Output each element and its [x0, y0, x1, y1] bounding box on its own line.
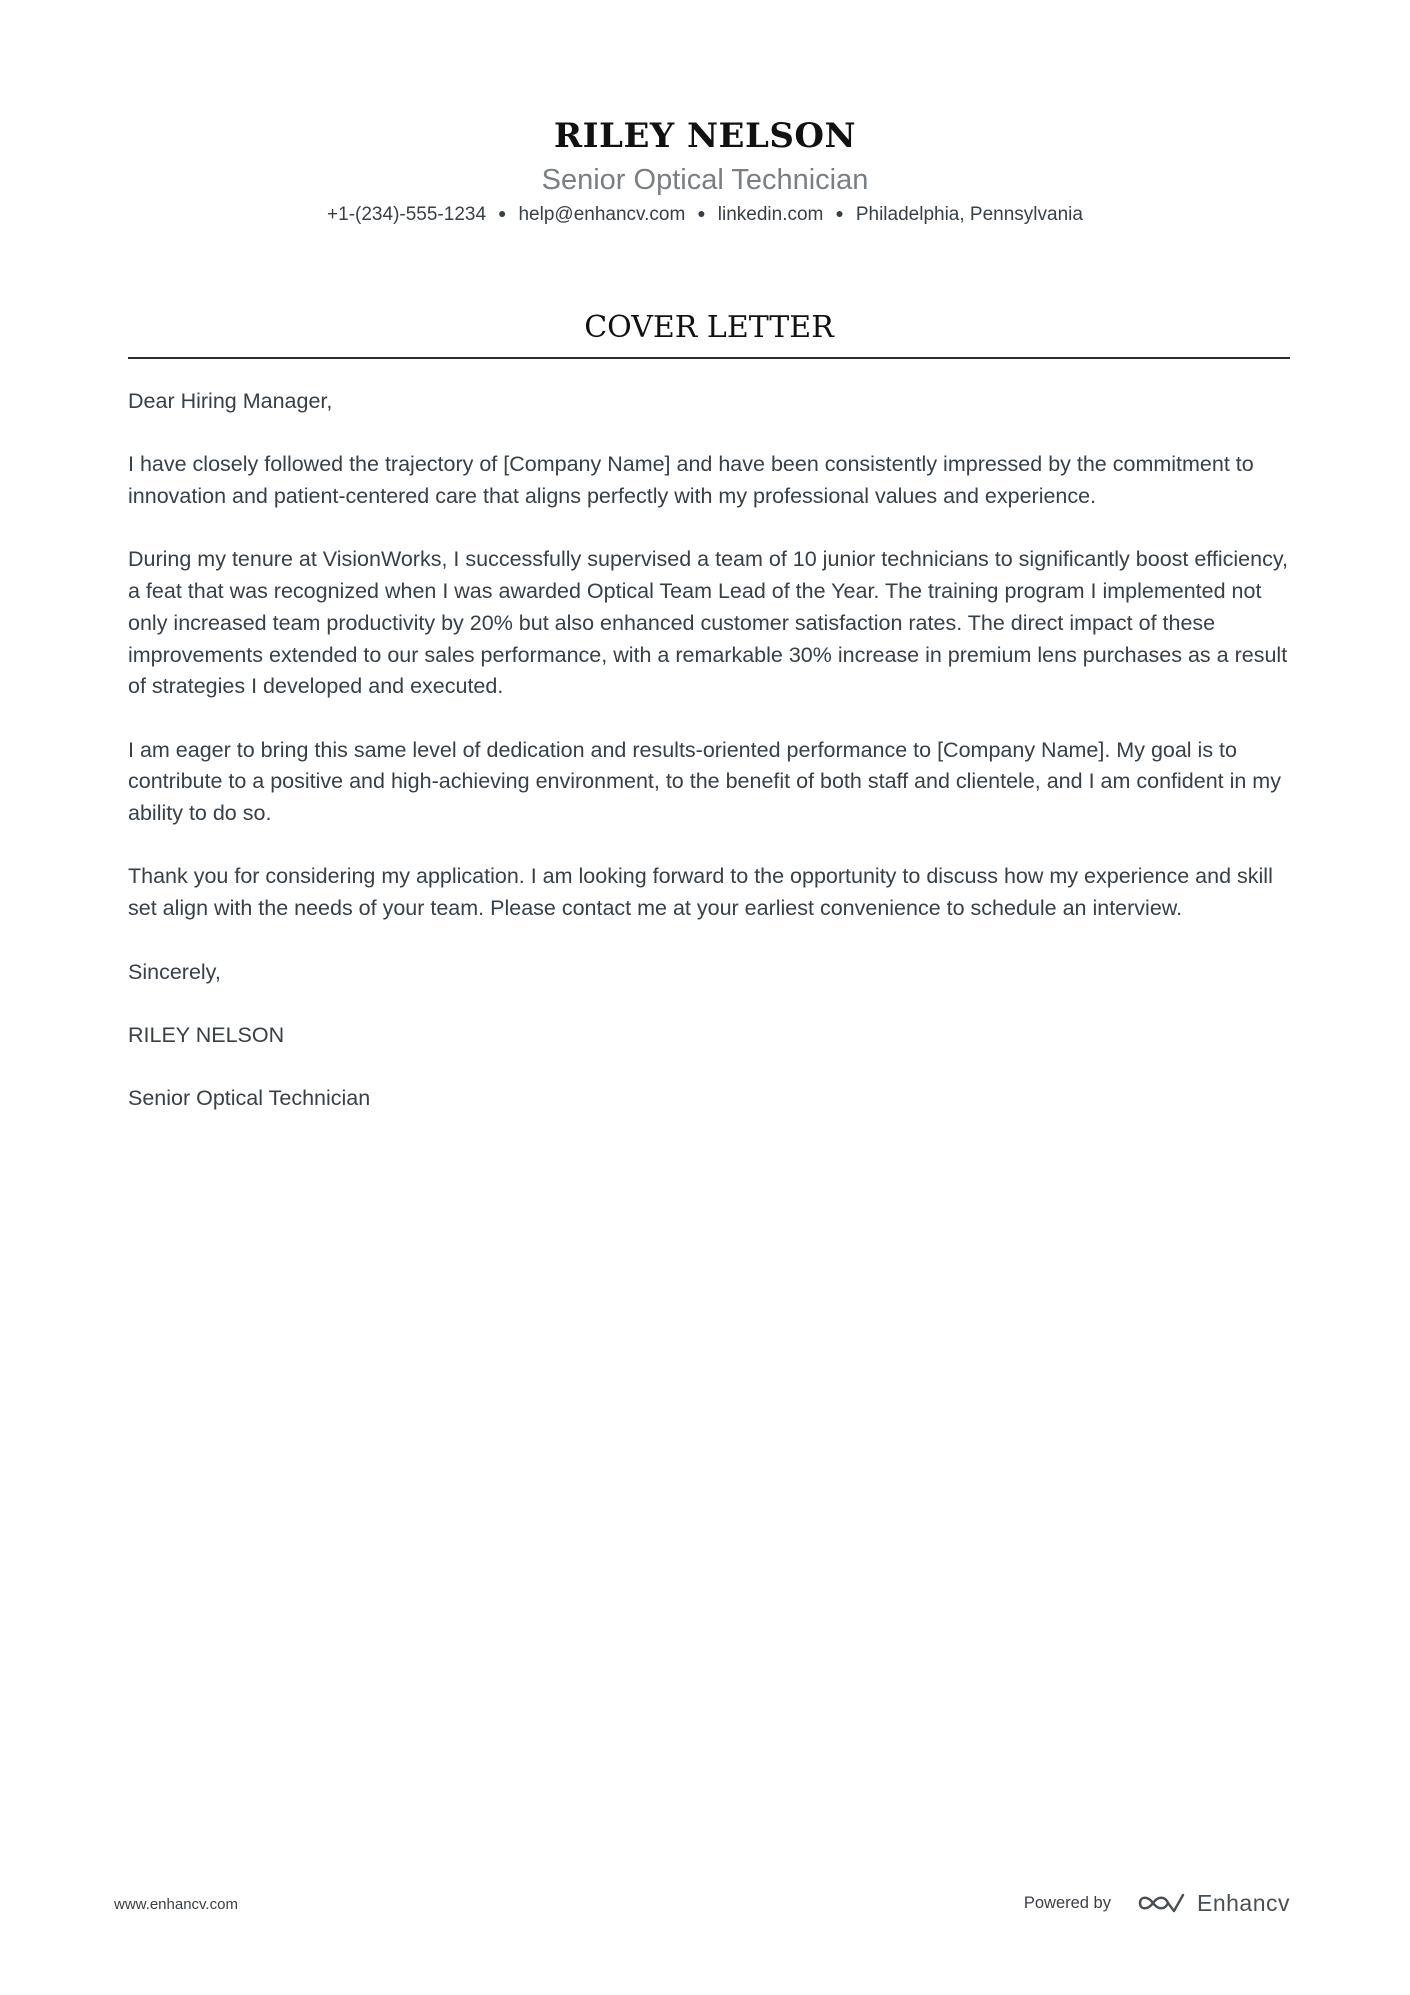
bullet-separator-icon: ● — [835, 205, 844, 221]
closing: Sincerely, — [128, 959, 221, 984]
letter-paragraph: Thank you for considering my application. I am looking forward to the opportunity to discuss how my experience and skill set align with the needs of your team. Please contact me at your earliest convenience to schedule an interview. — [128, 864, 1273, 921]
contact-phone[interactable]: +1-(234)-555-1234 — [327, 204, 487, 225]
footer-url[interactable]: www.enhancv.com — [114, 1896, 238, 1913]
bullet-separator-icon: ● — [498, 205, 507, 221]
powered-by-badge[interactable] — [1024, 1884, 1290, 1922]
contact-linkedin[interactable]: linkedin.com — [717, 204, 824, 225]
signature-name: RILEY NELSON — [128, 1022, 285, 1047]
contact-info — [0, 200, 1410, 228]
salutation: Dear Hiring Manager, — [128, 389, 333, 413]
contact-email[interactable]: help@enhancv.com — [518, 204, 686, 225]
letter-body — [128, 386, 1290, 1147]
letter-paragraph: I have closely followed the trajectory of [Company Name] and have been consistently impressed by the commitment to innovation and patient-centered care that aligns perfectly with my professional values and experience. — [128, 452, 1254, 509]
letter-paragraph: I am eager to bring this same level of dedication and results-oriented performance to [Company Name]. My goal is to contribute to a positive and high-achieving environment, to the benefit of both staff and clientele, and I am confident in my ability to do so. — [128, 737, 1281, 826]
signature-title: Senior Optical Technician — [128, 1086, 371, 1111]
contact-location: Philadelphia, Pennsylvania — [855, 204, 1083, 225]
resume-header — [0, 112, 1410, 228]
letter-paragraph: During my tenure at VisionWorks, I successfully supervised a team of 10 junior technicians to significantly boost efficiency, a feat that was recognized when I was awarded Optical Team Lead of the Year. The training program I implemented not only increased team productivity by 20% but also enhanced customer satisfaction rates. The direct impact of these improvements extended to our sales performance, with a remarkable 30% increase in premium lens purchases as a result of strategies I developed and executed. — [128, 547, 1288, 699]
bullet-separator-icon: ● — [697, 205, 706, 221]
section-divider — [128, 357, 1290, 359]
enhancv-logo-icon — [1137, 1891, 1185, 1915]
candidate-title: Senior Optical Technician — [541, 164, 869, 196]
section-title: COVER LETTER — [584, 310, 834, 345]
powered-by-label: Powered by — [1023, 1893, 1111, 1912]
candidate-name: RILEY NELSON — [553, 116, 857, 156]
brand-name: Enhancv — [1196, 1889, 1290, 1916]
